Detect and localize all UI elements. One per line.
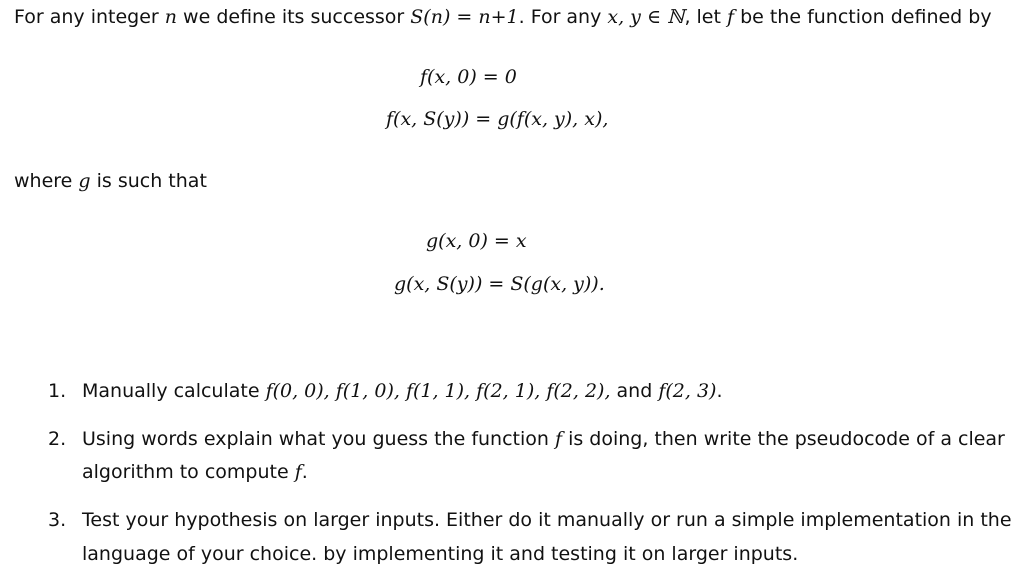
variable-n: n xyxy=(164,6,178,28)
task-1-post: . xyxy=(716,380,723,402)
intro-text-1: For any integer xyxy=(14,6,165,28)
task-1-math: f(0, 0), f(1, 0), f(1, 1), f(2, 1), f(2, 2), xyxy=(265,380,611,402)
where-text-1: where xyxy=(14,170,79,192)
task-2-line-1 xyxy=(82,430,1005,449)
task-1-pre: Manually calculate xyxy=(82,380,266,402)
f-definition-base-case: f(x, 0) = 0 xyxy=(420,66,517,88)
task-2-line2-post: . xyxy=(301,461,308,483)
task-number-2: 2. xyxy=(48,428,67,450)
xy-in-naturals: x, y ∈ ℕ xyxy=(607,6,685,28)
intro-text-2: we define its successor xyxy=(177,6,411,28)
task-number-1: 1. xyxy=(48,380,67,402)
task-1-text xyxy=(82,382,723,401)
task-1-mid: and xyxy=(610,380,659,402)
intro-paragraph xyxy=(14,8,992,27)
intro-text-3: . For any xyxy=(518,6,608,28)
where-clause xyxy=(14,172,207,191)
task-number-3: 3. xyxy=(48,509,67,531)
task-2-math: f xyxy=(554,428,563,450)
f-definition-recursive-case: f(x, S(y)) = g(f(x, y), x), xyxy=(386,108,609,130)
successor-definition: S(n) = n+1 xyxy=(410,6,519,28)
task-2-pre: Using words explain what you guess the function xyxy=(82,428,555,450)
variable-f: f xyxy=(726,6,735,28)
task-1-math-2: f(2, 3) xyxy=(658,380,717,402)
g-definition-base-case: g(x, 0) = x xyxy=(426,230,527,252)
where-text-2: is such that xyxy=(90,170,207,192)
task-3-line-1: Test your hypothesis on larger inputs. Either do it manually or run a simple implementation in the xyxy=(82,509,1012,531)
g-definition-recursive-case: g(x, S(y)) = S(g(x, y)). xyxy=(394,273,605,295)
intro-text-5: be the function defined by xyxy=(734,6,992,28)
task-2-line-2 xyxy=(82,463,308,482)
task-2-post: is doing, then write the pseudocode of a clear xyxy=(562,428,1005,450)
task-2-line2-pre: algorithm to compute xyxy=(82,461,295,483)
task-2-line2-math: f xyxy=(294,461,302,483)
variable-g: g xyxy=(78,170,91,192)
task-3-line-2: language of your choice. by implementing it and testing it on larger inputs. xyxy=(82,543,799,565)
intro-text-4: , let xyxy=(684,6,727,28)
